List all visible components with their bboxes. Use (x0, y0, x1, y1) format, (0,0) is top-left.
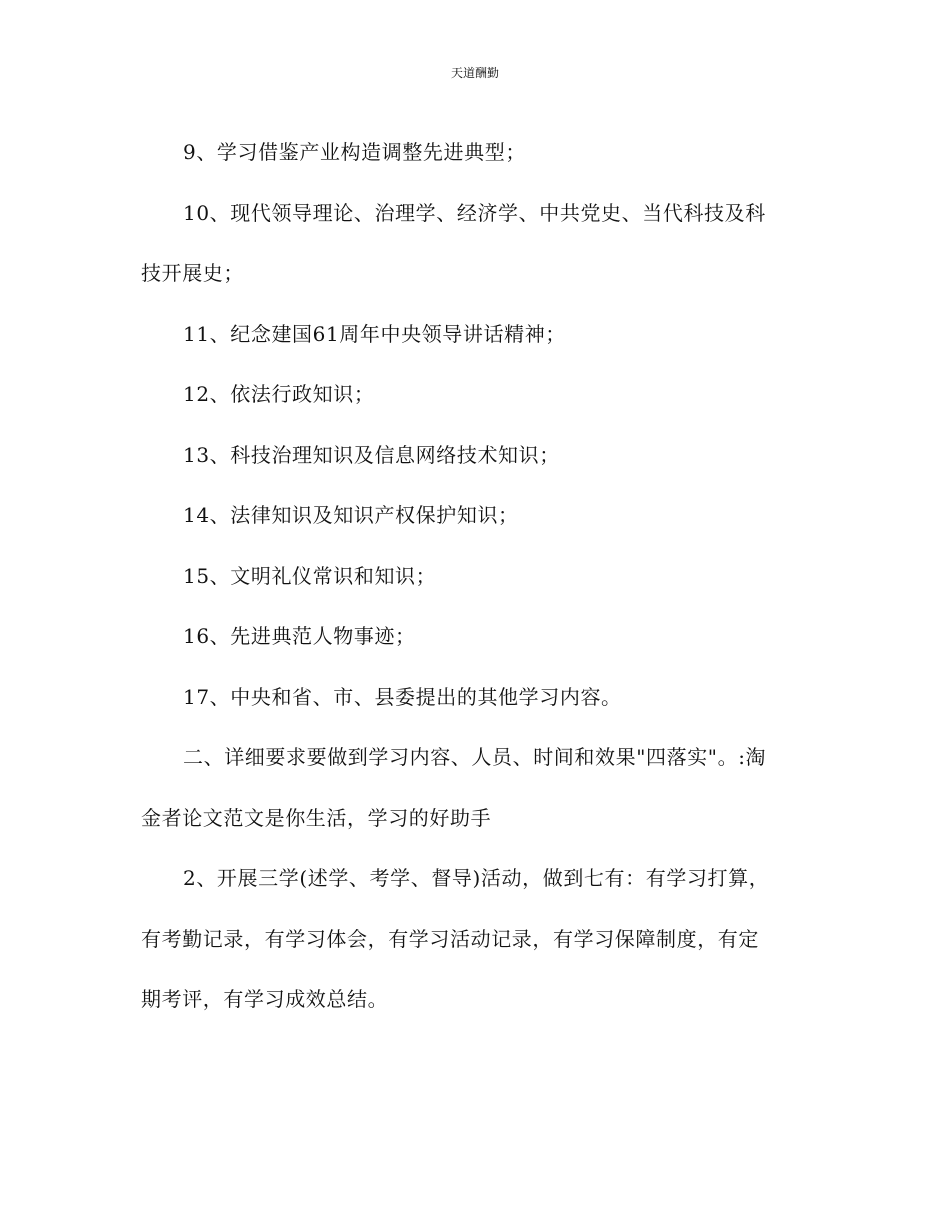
page-header: 天道酬勤 (450, 66, 499, 80)
list-item-10: 10、现代领导理论、治理学、经济学、中共党史、当代科技及科 (183, 200, 766, 225)
list-item-16: 16、先进典范人物事迹； (183, 624, 416, 648)
paragraph-item-2-line-3: 期考评，有学习成效总结。 (141, 987, 389, 1011)
document-body (141, 122, 821, 1030)
list-item-15: 15、文明礼仪常识和知识； (183, 563, 437, 588)
section-two-heading: 二、详细要求要做到学习内容、人员、时间和效果"四落实"。:淘 (183, 745, 767, 769)
list-item-11: 11、纪念建国61周年中央领导讲话精神； (183, 321, 566, 346)
list-item-9: 9、学习借鉴产业构造调整先进典型； (183, 140, 526, 164)
section-two-continuation: 金者论文范文是你生活，学习的好助手 (141, 805, 492, 830)
list-item-13: 13、科技治理知识及信息网络技术知识； (183, 442, 560, 467)
list-item-10-continuation: 技开展史； (141, 261, 244, 285)
paragraph-item-2: 2、开展三学(述学、考学、督导)活动，做到七有：有学习打算， (183, 866, 770, 890)
paragraph-item-2-line-2: 有考勤记录，有学习体会，有学习活动记录，有学习保障制度，有定 (141, 926, 759, 951)
list-item-14: 14、法律知识及知识产权保护知识； (183, 503, 519, 527)
list-item-12: 12、依法行政知识； (183, 382, 375, 406)
list-item-17: 17、中央和省、市、县委提出的其他学习内容。 (183, 684, 622, 709)
